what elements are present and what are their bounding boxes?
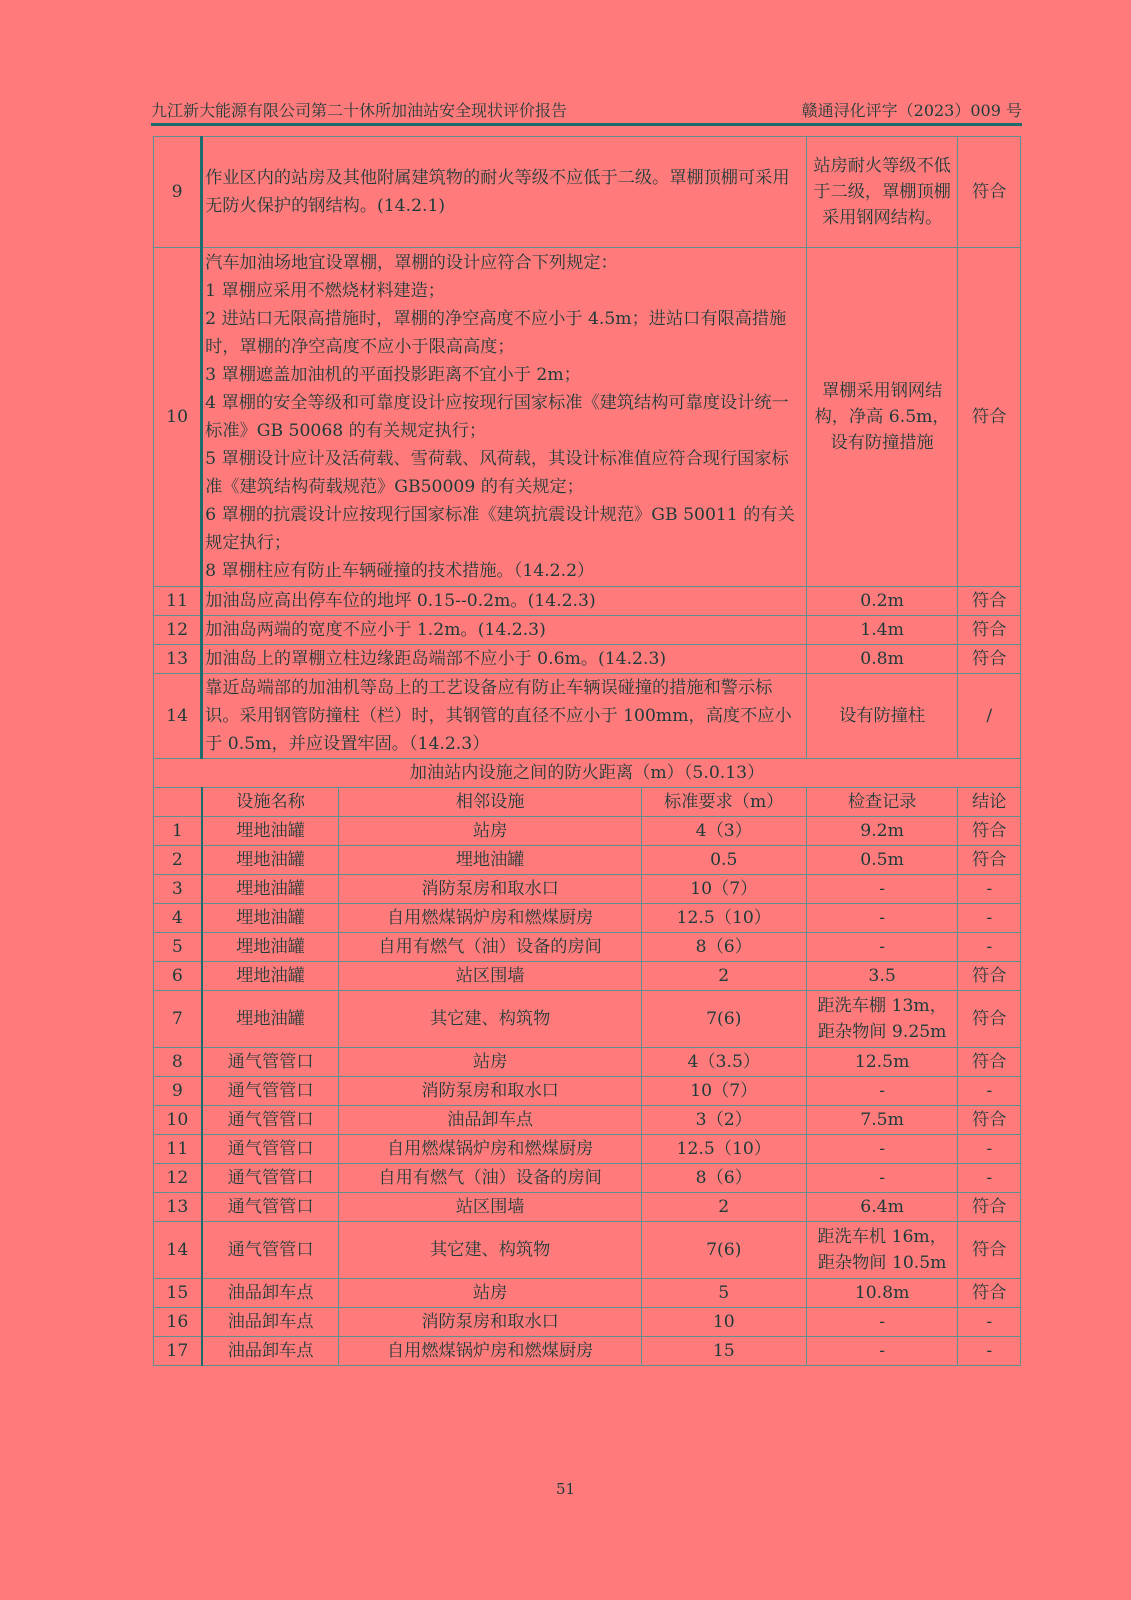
check-record: 3.5 xyxy=(806,962,958,991)
standard-requirement: 12.5（10） xyxy=(641,1135,806,1164)
table-row xyxy=(154,875,1021,904)
table-row xyxy=(154,616,1021,645)
column-header-adjacent: 相邻设施 xyxy=(339,788,641,817)
row-number: 10 xyxy=(154,248,202,587)
facility-name: 埋地油罐 xyxy=(202,875,339,904)
adjacent-facility: 站房 xyxy=(339,1279,641,1308)
conclusion: 符合 xyxy=(958,817,1021,846)
conclusion: 符合 xyxy=(958,1106,1021,1135)
adjacent-facility: 站房 xyxy=(339,1048,641,1077)
conclusion: - xyxy=(958,875,1021,904)
facility-name: 埋地油罐 xyxy=(202,904,339,933)
page-number: 51 xyxy=(555,1480,576,1498)
check-record: - xyxy=(806,1077,958,1106)
conclusion: 符合 xyxy=(958,1193,1021,1222)
row-number: 2 xyxy=(154,846,202,875)
table-row xyxy=(154,933,1021,962)
requirement-text: 作业区内的站房及其他附属建筑物的耐火等级不应低于二级。罩棚顶棚可采用无防火保护的钢结构。(14.2.1) xyxy=(202,137,807,248)
facility-name: 通气管管口 xyxy=(202,1048,339,1077)
standard-requirement: 12.5（10） xyxy=(641,904,806,933)
table-row xyxy=(154,587,1021,616)
standard-requirement: 8（6） xyxy=(641,1164,806,1193)
conclusion: 符合 xyxy=(958,137,1021,248)
column-header-result: 结论 xyxy=(958,788,1021,817)
check-record: 7.5m xyxy=(806,1106,958,1135)
row-number: 11 xyxy=(154,1135,202,1164)
facility-name: 埋地油罐 xyxy=(202,962,339,991)
conclusion: - xyxy=(958,904,1021,933)
adjacent-facility: 消防泵房和取水口 xyxy=(339,1077,641,1106)
conclusion: 符合 xyxy=(958,616,1021,645)
standard-requirement: 15 xyxy=(641,1337,806,1366)
check-record: 10.8m xyxy=(806,1279,958,1308)
check-record: - xyxy=(806,875,958,904)
table-row xyxy=(154,904,1021,933)
table-row xyxy=(154,1193,1021,1222)
standard-requirement: 0.5 xyxy=(641,846,806,875)
table-row xyxy=(154,1279,1021,1308)
adjacent-facility: 自用有燃气（油）设备的房间 xyxy=(339,1164,641,1193)
facility-name: 通气管管口 xyxy=(202,1077,339,1106)
standard-requirement: 5 xyxy=(641,1279,806,1308)
facility-name: 油品卸车点 xyxy=(202,1337,339,1366)
table-row xyxy=(154,1308,1021,1337)
row-number: 9 xyxy=(154,137,202,248)
check-record: 距洗车棚 13m，距杂物间 9.25m xyxy=(806,991,958,1048)
table-row xyxy=(154,991,1021,1048)
section-title: 加油站内设施之间的防火距离（m）（5.0.13） xyxy=(154,759,1021,788)
check-record: 站房耐火等级不低于二级，罩棚顶棚采用钢网结构。 xyxy=(806,137,958,248)
conclusion: - xyxy=(958,1164,1021,1193)
facility-name: 埋地油罐 xyxy=(202,933,339,962)
adjacent-facility: 油品卸车点 xyxy=(339,1106,641,1135)
adjacent-facility: 站区围墙 xyxy=(339,1193,641,1222)
table-row xyxy=(154,137,1021,248)
adjacent-facility: 站房 xyxy=(339,817,641,846)
check-record: - xyxy=(806,1164,958,1193)
facility-name: 通气管管口 xyxy=(202,1135,339,1164)
table-row xyxy=(154,1048,1021,1077)
check-record: 0.5m xyxy=(806,846,958,875)
conclusion: - xyxy=(958,1135,1021,1164)
column-header-standard: 标准要求（m） xyxy=(641,788,806,817)
report-title: 九江新大能源有限公司第二十休所加油站安全现状评价报告 xyxy=(151,101,568,120)
table-row xyxy=(154,1164,1021,1193)
conclusion: / xyxy=(958,674,1021,759)
table-row xyxy=(154,846,1021,875)
facility-name: 通气管管口 xyxy=(202,1222,339,1279)
adjacent-facility: 消防泵房和取水口 xyxy=(339,1308,641,1337)
standard-requirement: 10（7） xyxy=(641,1077,806,1106)
facility-name: 油品卸车点 xyxy=(202,1279,339,1308)
facility-name: 埋地油罐 xyxy=(202,817,339,846)
row-number: 10 xyxy=(154,1106,202,1135)
facility-name: 油品卸车点 xyxy=(202,1308,339,1337)
row-number: 14 xyxy=(154,1222,202,1279)
row-number: 11 xyxy=(154,587,202,616)
table-row xyxy=(154,1106,1021,1135)
table-row xyxy=(154,962,1021,991)
check-record: 1.4m xyxy=(806,616,958,645)
check-record: 罩棚采用钢网结构，净高 6.5m，设有防撞措施 xyxy=(806,248,958,587)
row-number: 17 xyxy=(154,1337,202,1366)
check-record: - xyxy=(806,1308,958,1337)
table-row xyxy=(154,817,1021,846)
conclusion: - xyxy=(958,933,1021,962)
standard-requirement: 4（3.5） xyxy=(641,1048,806,1077)
report-number: 赣通浔化评字（2023）009 号 xyxy=(801,101,1022,120)
table-row xyxy=(154,1337,1021,1366)
row-number: 13 xyxy=(154,1193,202,1222)
row-number: 9 xyxy=(154,1077,202,1106)
standard-requirement: 4（3） xyxy=(641,817,806,846)
row-number: 5 xyxy=(154,933,202,962)
inspection-table xyxy=(153,136,1021,1366)
row-number: 12 xyxy=(154,616,202,645)
conclusion: 符合 xyxy=(958,587,1021,616)
conclusion: - xyxy=(958,1337,1021,1366)
facility-name: 通气管管口 xyxy=(202,1106,339,1135)
requirement-text: 靠近岛端部的加油机等岛上的工艺设备应有防止车辆误碰撞的措施和警示标识。采用钢管防撞柱（栏）时，其钢管的直径不应小于 100mm，高度不应小于 0.5m，并应设置牢固。（14.2.3） xyxy=(202,674,807,759)
standard-requirement: 7(6) xyxy=(641,1222,806,1279)
page-header xyxy=(151,98,1022,122)
row-number: 8 xyxy=(154,1048,202,1077)
row-number: 1 xyxy=(154,817,202,846)
table-row xyxy=(154,645,1021,674)
conclusion: - xyxy=(958,1308,1021,1337)
row-number: 12 xyxy=(154,1164,202,1193)
facility-name: 埋地油罐 xyxy=(202,991,339,1048)
check-record: 9.2m xyxy=(806,817,958,846)
row-number: 7 xyxy=(154,991,202,1048)
requirement-text: 加油岛两端的宽度不应小于 1.2m。(14.2.3) xyxy=(202,616,807,645)
row-number: 4 xyxy=(154,904,202,933)
adjacent-facility: 其它建、构筑物 xyxy=(339,991,641,1048)
facility-name: 通气管管口 xyxy=(202,1193,339,1222)
table-row xyxy=(154,1135,1021,1164)
standard-requirement: 2 xyxy=(641,962,806,991)
row-number: 15 xyxy=(154,1279,202,1308)
requirement-text: 加油岛上的罩棚立柱边缘距岛端部不应小于 0.6m。(14.2.3) xyxy=(202,645,807,674)
check-record: - xyxy=(806,1135,958,1164)
check-record: 0.8m xyxy=(806,645,958,674)
row-number: 16 xyxy=(154,1308,202,1337)
adjacent-facility: 自用燃煤锅炉房和燃煤厨房 xyxy=(339,1337,641,1366)
conclusion: 符合 xyxy=(958,248,1021,587)
adjacent-facility: 自用燃煤锅炉房和燃煤厨房 xyxy=(339,904,641,933)
row-number: 13 xyxy=(154,645,202,674)
conclusion: 符合 xyxy=(958,846,1021,875)
section-title-row xyxy=(154,759,1021,788)
conclusion: 符合 xyxy=(958,645,1021,674)
check-record: 0.2m xyxy=(806,587,958,616)
table-row xyxy=(154,674,1021,759)
conclusion: 符合 xyxy=(958,1222,1021,1279)
standard-requirement: 8（6） xyxy=(641,933,806,962)
requirement-text: 汽车加油场地宜设罩棚，罩棚的设计应符合下列规定： 1 罩棚应采用不燃烧材料建造； 2 进站口无限高措施时，罩棚的净空高度不应小于 4.5m；进站口有限高措施时，罩棚的净空高度不应小于限高高度； 3 罩棚遮盖加油机的平面投影距离不宜小于 2m； 4 罩棚的安全等级和可靠度设计应按现行国家标准《建筑结构可靠度设计统一标准》GB 50068 的有关规定执行； 5 罩棚设计应计及活荷载、雪荷载、风荷载，其设计标准值应符合现行国家标准《建筑结构荷载规范》GB50009 的有关规定； 6 罩棚的抗震设计应按现行国家标准《建筑抗震设计规范》GB 50011 的有关规定执行； 8 罩棚柱应有防止车辆碰撞的技术措施。（14.2.2） xyxy=(202,248,807,587)
table-row xyxy=(154,1222,1021,1279)
column-header-row xyxy=(154,788,1021,817)
row-number: 6 xyxy=(154,962,202,991)
header-rule xyxy=(151,123,1022,126)
column-header-facility: 设施名称 xyxy=(202,788,339,817)
adjacent-facility: 站区围墙 xyxy=(339,962,641,991)
check-record: - xyxy=(806,1337,958,1366)
column-header-no xyxy=(154,788,202,817)
conclusion: 符合 xyxy=(958,962,1021,991)
standard-requirement: 3（2） xyxy=(641,1106,806,1135)
conclusion: 符合 xyxy=(958,1048,1021,1077)
conclusion: - xyxy=(958,1077,1021,1106)
adjacent-facility: 自用有燃气（油）设备的房间 xyxy=(339,933,641,962)
check-record: 距洗车机 16m，距杂物间 10.5m xyxy=(806,1222,958,1279)
facility-name: 埋地油罐 xyxy=(202,846,339,875)
table-row xyxy=(154,1077,1021,1106)
facility-name: 通气管管口 xyxy=(202,1164,339,1193)
row-number: 3 xyxy=(154,875,202,904)
column-header-record: 检查记录 xyxy=(806,788,958,817)
standard-requirement: 10（7） xyxy=(641,875,806,904)
adjacent-facility: 埋地油罐 xyxy=(339,846,641,875)
requirement-text: 加油岛应高出停车位的地坪 0.15--0.2m。(14.2.3) xyxy=(202,587,807,616)
adjacent-facility: 自用燃煤锅炉房和燃煤厨房 xyxy=(339,1135,641,1164)
standard-requirement: 2 xyxy=(641,1193,806,1222)
conclusion: 符合 xyxy=(958,991,1021,1048)
adjacent-facility: 消防泵房和取水口 xyxy=(339,875,641,904)
check-record: 12.5m xyxy=(806,1048,958,1077)
conclusion: 符合 xyxy=(958,1279,1021,1308)
check-record: - xyxy=(806,933,958,962)
check-record: 设有防撞柱 xyxy=(806,674,958,759)
adjacent-facility: 其它建、构筑物 xyxy=(339,1222,641,1279)
standard-requirement: 7(6) xyxy=(641,991,806,1048)
standard-requirement: 10 xyxy=(641,1308,806,1337)
row-number: 14 xyxy=(154,674,202,759)
check-record: - xyxy=(806,904,958,933)
check-record: 6.4m xyxy=(806,1193,958,1222)
table-row xyxy=(154,248,1021,587)
